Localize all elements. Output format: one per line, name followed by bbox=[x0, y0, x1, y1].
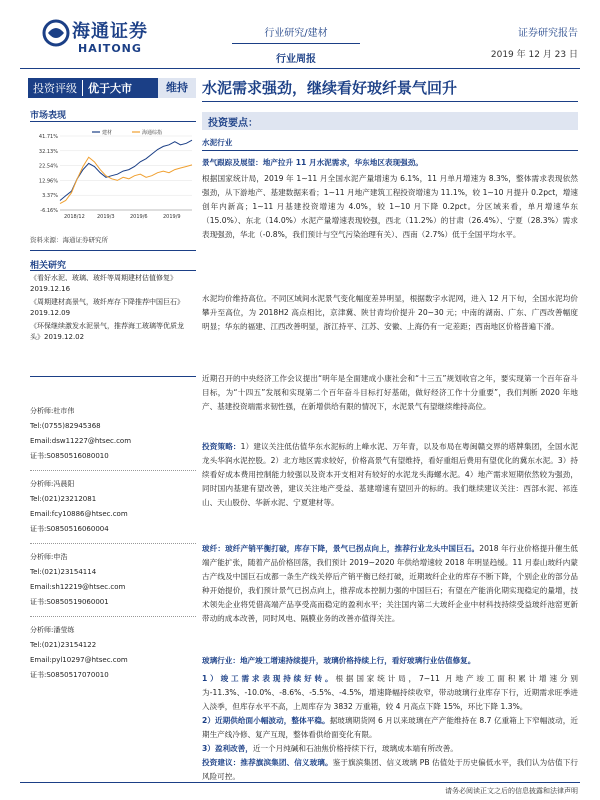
glass-heading-paragraph bbox=[202, 654, 578, 668]
x-tick-label: 2019/9 bbox=[163, 214, 181, 220]
logo-emblem-icon bbox=[42, 19, 70, 47]
related-item[interactable]: 《周期建材高景气，玻纤库存下降推荐中国巨石》2019.12.09 bbox=[30, 298, 184, 317]
analyst-cert: 证书:S0850519060001 bbox=[30, 598, 109, 606]
analyst-tel: Tel:(0755)82945368 bbox=[30, 422, 101, 430]
related-research-list bbox=[30, 273, 192, 343]
analyst-email[interactable]: Email:dsw11227@htsec.com bbox=[30, 437, 132, 445]
recommendation-paragraph bbox=[202, 756, 578, 784]
y-tick-label: 32.13% bbox=[38, 148, 58, 155]
analyst-name: 分析师:杜市伟 bbox=[30, 407, 75, 415]
rating-label: 投资评级 bbox=[33, 82, 77, 95]
source-divider bbox=[30, 250, 196, 251]
rating-value: 优于大市 bbox=[82, 80, 158, 96]
analyst-tel: Tel:(021)23212081 bbox=[30, 495, 97, 503]
analyst-card bbox=[30, 550, 196, 610]
recommendation-text: 鉴于旗滨集团、信义玻璃 PB 估值处于历史偏低水平，我们认为估值下行风险可控。 bbox=[202, 758, 578, 781]
analyst-tel: Tel:(021)23154114 bbox=[30, 568, 97, 576]
report-category-block bbox=[232, 24, 360, 65]
y-tick-label: 41.71% bbox=[38, 134, 58, 140]
supply-paragraph bbox=[202, 714, 578, 742]
analyst-email[interactable]: Email:fcy10886@htsec.com bbox=[30, 510, 128, 518]
related-item[interactable]: 《环保继续激发水泥景气，推荐海工玻璃等优质龙头》2019.12.02 bbox=[30, 322, 184, 341]
report-title: 水泥需求强劲，继续看好玻纤景气回升 bbox=[202, 79, 458, 97]
recommendation-lead: 投资建议：推荐旗滨集团、信义玻璃。 bbox=[202, 758, 333, 767]
rating-bar bbox=[28, 78, 196, 98]
analyst-name: 分析师:冯晨阳 bbox=[30, 480, 75, 488]
analyst-card bbox=[30, 404, 196, 464]
profit-lead: 3）盈利改善， bbox=[202, 744, 253, 753]
footer-divider bbox=[20, 782, 580, 783]
y-tick-label: 22.54% bbox=[38, 163, 58, 170]
analyst-cert: 证书:S0850517070010 bbox=[30, 671, 109, 679]
y-tick-label: 3.37% bbox=[42, 193, 58, 200]
cement-price-paragraph: 水泥均价维持高位。不同区域间水泥景气变化幅度差异明显，根据数字水泥网，进入 12 月下旬，全国水泥均价攀升至高位，为 2018H2 高点相比，京津冀、陕甘青均价提升 20~30 元；中南的湖南、广东、广西改善幅度明显；华东的福建、江西改善明显，浙江持平、江苏、安徽、上海仍有一定差距；西南地区价格普遍下滑。 bbox=[202, 294, 578, 331]
x-tick-label: 2018/12 bbox=[64, 214, 85, 220]
chart-source: 资料来源：海通证券研究所 bbox=[30, 236, 108, 244]
rating-status: 维持 bbox=[158, 78, 196, 98]
category-divider bbox=[232, 43, 360, 44]
report-category: 行业研究/建材 bbox=[264, 28, 328, 39]
company-logo bbox=[42, 15, 148, 63]
outlook-lead-text: 景气跟踪及展望：地产拉升 11 月水泥需求，华东地区表现强劲。 bbox=[202, 158, 423, 167]
strategy-paragraph bbox=[202, 440, 578, 510]
title-divider bbox=[202, 101, 578, 102]
market-heading-divider bbox=[30, 121, 196, 122]
strategy-lead: 投资策略： bbox=[202, 442, 241, 451]
analyst-cert: 证书:S0850516060004 bbox=[30, 525, 109, 533]
analyst-list bbox=[30, 404, 196, 683]
report-date: 2019 年 12 月 23 日 bbox=[490, 50, 578, 60]
x-tick-label: 2019/3 bbox=[97, 214, 115, 220]
footer-disclaimer: 请务必阅读正文之后的信息披露和法律声明 bbox=[445, 787, 578, 795]
completion-text: 根据国家统计局，7~11 月地产竣工面积累计增速分别为-11.3%、-10.0%、-8.6%、-5.5%、-4.5%，增速降幅持续收窄，带动玻璃行业库存下行，近期需求旺季进入淡季，但库存水平不高，上周库存为 3832 万重箱，较 4 月高点下降 15%，环比下降 1.3%。 bbox=[202, 674, 578, 711]
analyst-email[interactable]: Email:pyl10297@htsec.com bbox=[30, 656, 128, 664]
keypoints-banner bbox=[202, 112, 578, 130]
analyst-name: 分析师:申浩 bbox=[30, 553, 68, 561]
market-chart-svg bbox=[30, 126, 196, 226]
supply-text: 据玻璃期货网 6 月以来玻璃在产产能维持在 8.7 亿重箱上下窄幅波动，近期生产线冷修、复产互现，整体看供给面变化有限。 bbox=[202, 716, 578, 739]
analyst-cert: 证书:S0850516080010 bbox=[30, 452, 109, 460]
x-tick-label: 2019/6 bbox=[130, 214, 148, 220]
glass-lead: 玻璃行业：地产竣工增速持续提升，玻璃价格持续上行，看好玻璃行业估值修复。 bbox=[202, 656, 476, 665]
analyst-tel: Tel:(021)23154122 bbox=[30, 641, 97, 649]
outlook-lead bbox=[202, 156, 578, 170]
related-research-heading: 相关研究 bbox=[30, 261, 67, 271]
legend-label: 海通综指 bbox=[142, 130, 163, 136]
fiberglass-lead: 玻纤：玻纤产销平衡打破，库存下降，景气已拐点向上，推荐行业龙头中国巨石。 bbox=[202, 544, 480, 553]
completion-lead: 1）竣工需求表现持续好转。 bbox=[202, 674, 336, 683]
cement-demand-paragraph: 根据国家统计局，2019 年 1~11 月全国水泥产量增速为 6.1%，11 月单月增速为 8.3%，整体需求表现依然强劲，从下游地产、基建数据来看；1~11 月地产建筑工程投资增速为 11.1%，较 1~10 月提升 0.2pct，增速创年内新高；1~11 月基建投资增速为 4.0%，较 1~10 月下降 0.2pct。分区域来看，单月增速华东（15.0%）、东北（14.0%）水泥产量增速表现较强，西北（11.2%）的甘肃（26.4%）、宁夏（28.3%）需求表现强劲，华北（-0.8%，我们预计与空气污染治理有关）、西南（2.7%）低于全国平均水平。 bbox=[202, 174, 578, 239]
policy-paragraph: 近期召开的中央经济工作会议提出“明年是全面建成小康社会和“十三五”规划收官之年，要实现第一个百年奋斗目标，为“十四五”发展和实现第二个百年奋斗目标打好基础，做好经济工作十分重要”，我们判断 2020 年地产、基建投资端需求韧性强，在新增供给有限的情况下，水泥景气有望继续维持高位。 bbox=[202, 374, 578, 411]
cement-heading-divider bbox=[202, 150, 578, 151]
market-performance-heading: 市场表现 bbox=[30, 111, 67, 121]
analyst-card bbox=[30, 477, 196, 537]
logo-text: 海通证券 bbox=[72, 21, 148, 42]
y-tick-label: -6.16% bbox=[40, 208, 58, 214]
profit-text: 近一个月纯碱和石油焦价格持续下行，玻璃成本端有所改善。 bbox=[252, 744, 458, 753]
related-heading-divider bbox=[30, 270, 196, 271]
legend-label: 建材 bbox=[102, 130, 113, 136]
analyst-divider bbox=[30, 616, 196, 617]
keypoints-title: 投资要点： bbox=[208, 118, 258, 129]
series-line-building-materials bbox=[60, 140, 192, 200]
analyst-card bbox=[30, 623, 196, 683]
fiberglass-paragraph bbox=[202, 542, 578, 626]
completion-paragraph bbox=[202, 672, 578, 714]
header-divider bbox=[20, 68, 580, 69]
strategy-text: 1）建议关注低估值华东水泥标的上峰水泥、万年青，以及布局在粤闽赣交界的塔牌集团，全国水泥龙头华润水泥控股。2）北方地区需求较好，价格高景气有望维持，看好重组后费用有望优化的冀东水泥。3）持续看好成本费用控制能力较强以及资本开支相对有较好的水泥龙头海螺水泥。4）地产需求短期依然较为强劲，同时国内基建有望改善，建议关注地产受益、基建增速有望回升的标的。我们继续建议关注：西部水泥、祁连山、天山股份、华新水泥、宁夏建材等。 bbox=[202, 442, 579, 507]
report-meta bbox=[478, 24, 578, 60]
analyst-divider bbox=[30, 470, 196, 471]
related-divider bbox=[30, 376, 196, 377]
market-chart bbox=[30, 126, 196, 226]
analyst-email[interactable]: Email:sh12219@htsec.com bbox=[30, 583, 126, 591]
profit-paragraph bbox=[202, 742, 578, 756]
analyst-divider bbox=[30, 543, 196, 544]
analyst-name: 分析师:潘莹练 bbox=[30, 626, 75, 634]
cement-section-heading: 水泥行业 bbox=[202, 138, 233, 147]
supply-lead: 2）近期供给面小幅波动，整体平稳。 bbox=[202, 716, 330, 725]
report-type: 行业周报 bbox=[276, 54, 316, 65]
report-label: 证券研究报告 bbox=[518, 28, 578, 39]
fiberglass-text: 2018 年行业价格提升催生低端产能扩张，随着产品价格回落，我们预计 2019~2020 年供给增速较 2018 年明显趋缓。11 月泰山玻纤内蒙古产线及中国巨石成都一条生产线关停后产销平衡已经打破，近期玻纤企业的库存不断下降，个别企业的部分品种开始提价，我们预计景气已拐点向上，推荐成本控制力强的中国巨石；有望在产能消化期实现稳定的量增，技术领先企业将凭借高端产品享受高而稳定的盈利水平；关注国内第二大玻纤企业中材科技持续受益玻纤池窑更新带动的成本改善，同时风电、隔膜业务的改善亦值得关注。 bbox=[202, 544, 578, 623]
logo-en-text: HAITONG bbox=[78, 42, 142, 55]
related-item[interactable]: 《看好水泥、玻璃、玻纤等周期建材估值修复》2019.12.16 bbox=[30, 274, 177, 293]
y-tick-label: 12.96% bbox=[38, 178, 58, 185]
